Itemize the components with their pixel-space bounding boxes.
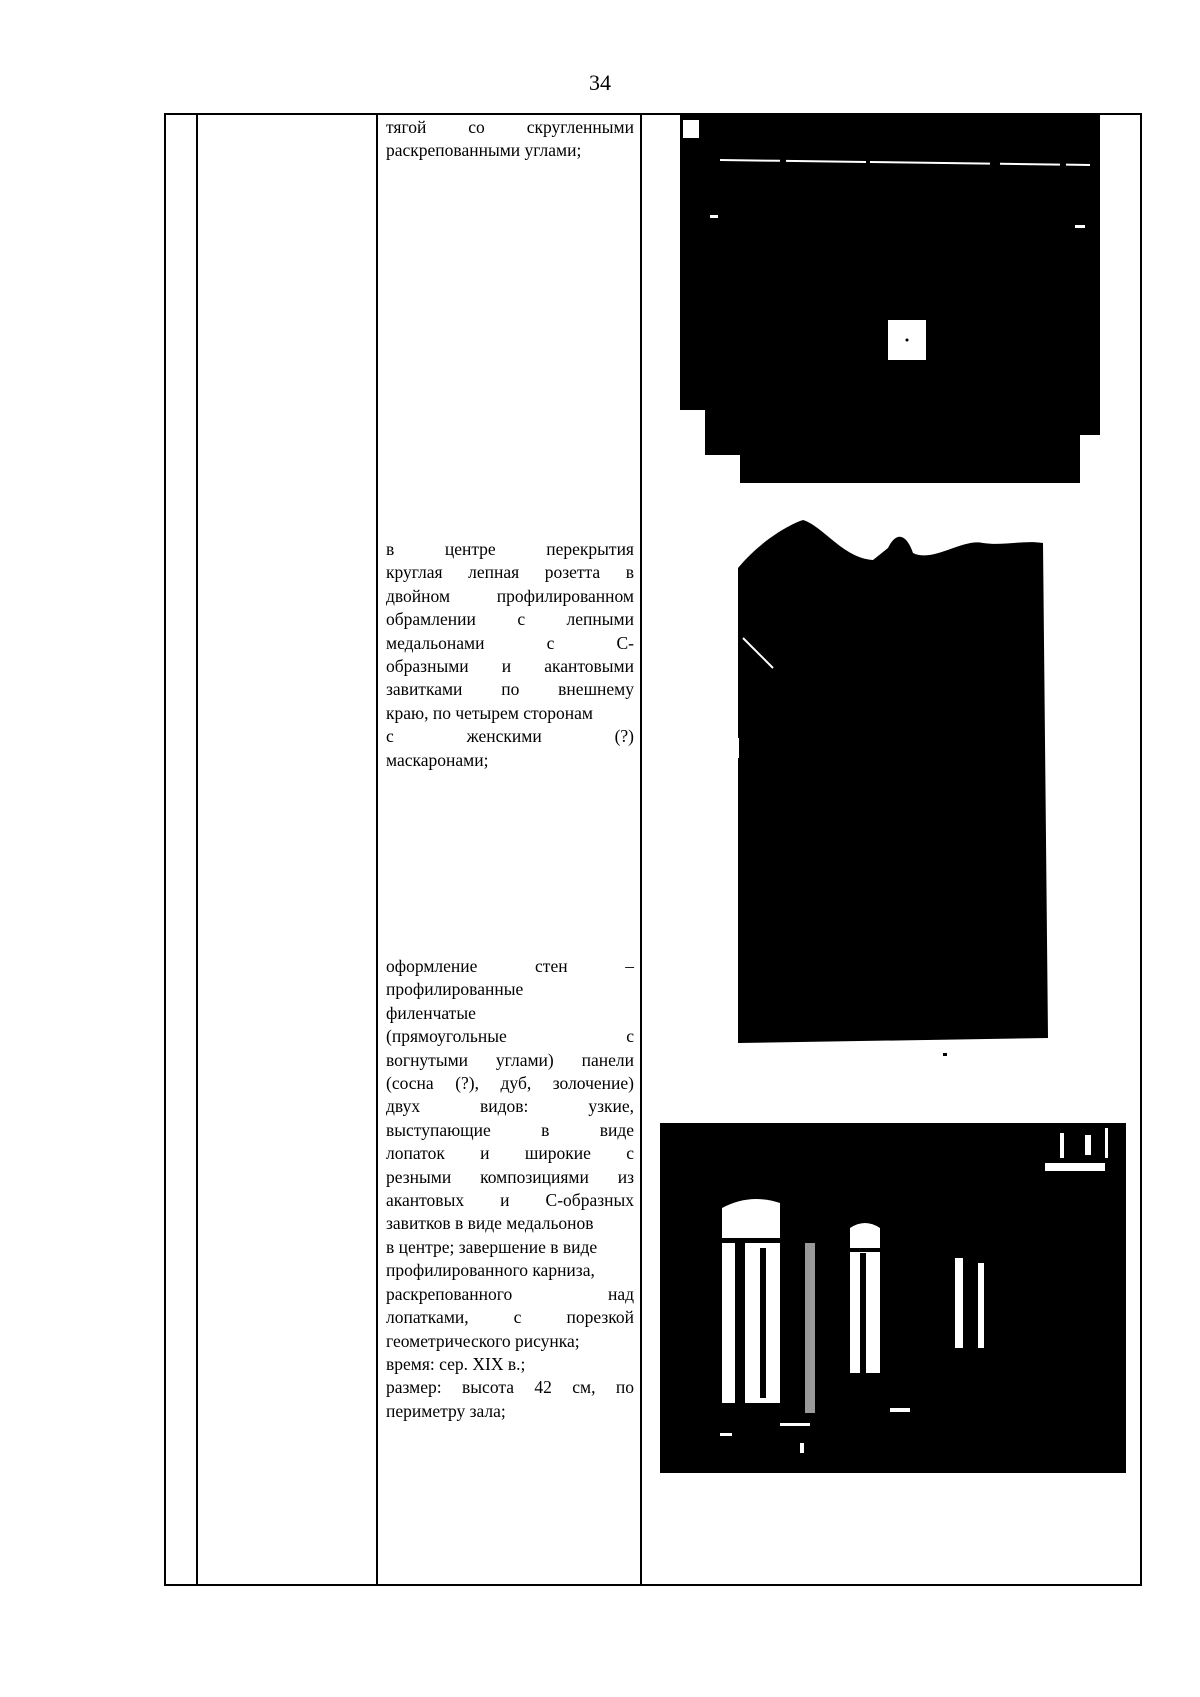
ceiling-cornice-photo — [680, 115, 1100, 483]
text-line: (прямоугольные с — [386, 1026, 634, 1047]
text-line: образными и акантовыми — [386, 656, 634, 677]
hall-wall-panels-photo — [660, 1123, 1126, 1473]
text-line: акантовых и С-образных — [386, 1190, 634, 1211]
photo-marker-icon — [683, 120, 699, 138]
text-line: лопатками, с порезкой — [386, 1307, 634, 1328]
text-line: раскрепованными углами; — [386, 140, 582, 161]
text-line: круглая лепная розетта в — [386, 562, 634, 583]
column-divider-3 — [640, 115, 642, 1584]
column-divider-2 — [376, 115, 378, 1584]
text-line: маскаронами; — [386, 749, 489, 770]
text-line: в центре перекрытия — [386, 539, 634, 559]
text-line: выступающие в виде — [386, 1119, 634, 1140]
text-line: завитками по внешнему — [386, 679, 634, 700]
text-line: краю, по четырем сторонам — [386, 702, 593, 723]
text-line: (сосна (?), дуб, золочение) — [386, 1073, 634, 1094]
column-divider-1 — [196, 115, 198, 1584]
text-line: профилированного карниза, — [386, 1260, 595, 1281]
text-line: двойном профилированном — [386, 585, 634, 606]
text-line: вогнутыми углами) панели — [386, 1049, 634, 1070]
page-number: 34 — [589, 70, 611, 95]
text-line: филенчатые — [386, 1002, 476, 1023]
text-line: медальонами с С- — [386, 632, 634, 653]
text-line: обрамлении с лепными — [386, 609, 634, 630]
text-line: двух видов: узкие, — [386, 1096, 634, 1117]
ceiling-rosette-photo — [733, 518, 1053, 1058]
text-line: периметру зала; — [386, 1400, 506, 1421]
text-line: резными композициями из — [386, 1166, 634, 1187]
description-block-wall-panels — [386, 955, 634, 1423]
text-line: размер: высота 42 см, по — [386, 1377, 634, 1398]
text-line: оформление стен – — [386, 956, 634, 976]
text-line: раскрепованного над — [386, 1283, 634, 1304]
description-block-cornice — [386, 116, 634, 163]
text-line: с женскими (?) — [386, 726, 634, 747]
text-line: тягой со скругленными — [386, 117, 634, 137]
text-line: лопаток и широкие с — [386, 1143, 634, 1164]
text-line: профилированные — [386, 979, 524, 1000]
text-line: завитков в виде медальонов — [386, 1213, 594, 1234]
text-line: в центре; завершение в виде — [386, 1236, 598, 1257]
description-block-rosette — [386, 538, 634, 772]
text-line: время: сер. XIX в.; — [386, 1353, 526, 1374]
text-line: геометрического рисунка; — [386, 1330, 580, 1351]
